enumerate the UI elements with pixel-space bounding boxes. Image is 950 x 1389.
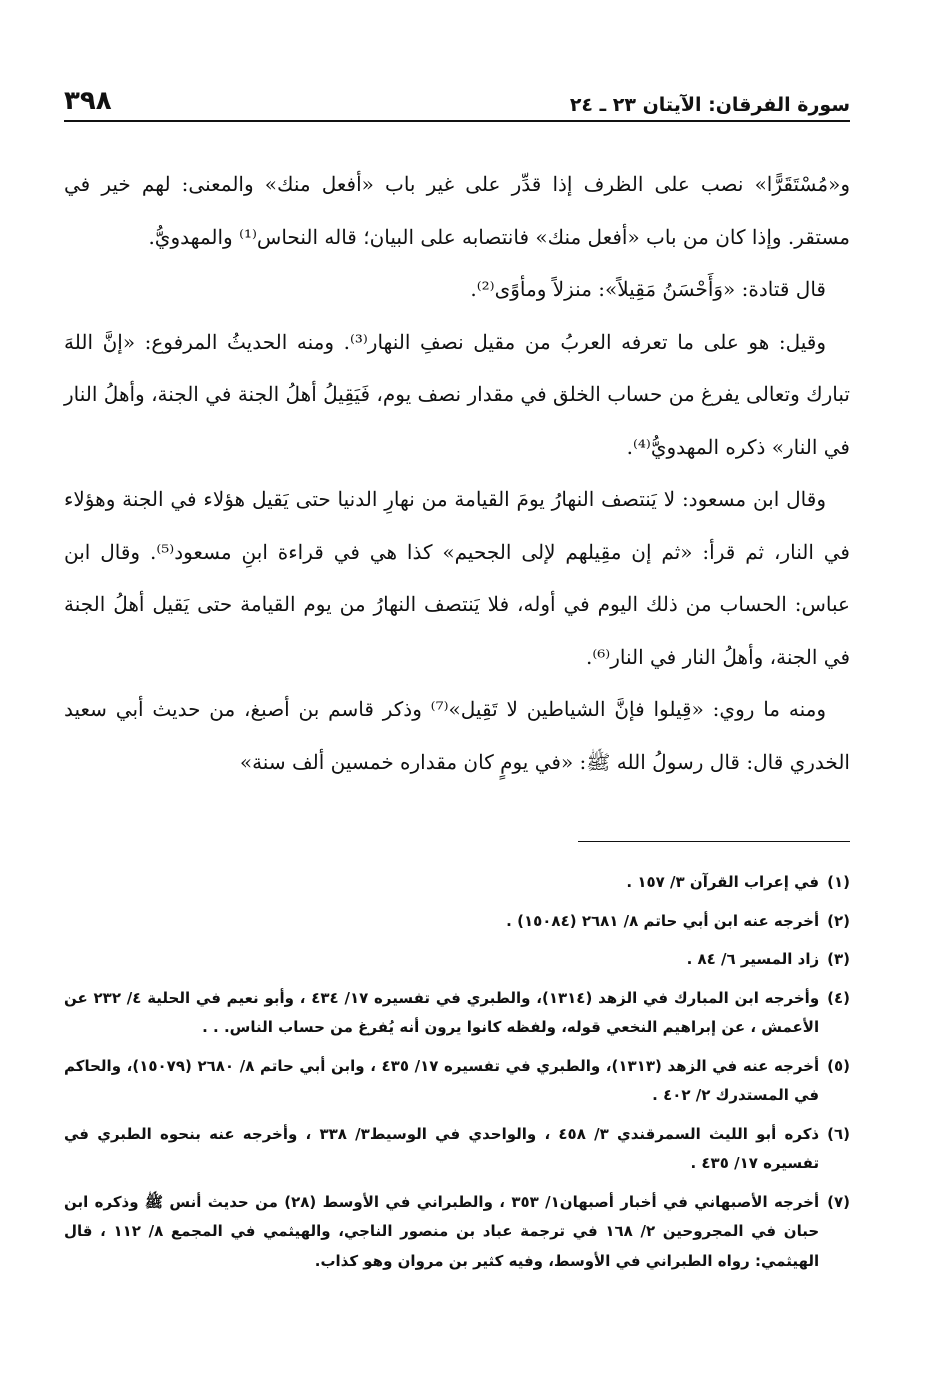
running-title: سورة الفرقان: الآيتان ٢٣ ـ ٢٤ [569,94,850,116]
footnote-number: (٥) [827,1056,850,1075]
footnote-number: (١) [827,873,850,891]
footnote-number: (٦) [827,1124,850,1143]
footnote [64,907,850,937]
footnote-text: في إعراب القرآن ٣/ ١٥٧ . [626,873,820,891]
footnote-text: زاد المسير ٦/ ٨٤ . [686,950,820,968]
page-number: ٣٩٨ [64,86,112,116]
footnote-number: (٣) [827,950,850,968]
footnote [64,1052,850,1111]
paragraph: وقال ابن مسعود: لا يَنتصف النهارُ يومَ القيامة من نهارِ الدنيا حتى يَقيل هؤلاء في الجنة وهؤلاء في النار، ثم قرأ: «ثم إن مقِيلهم لإلى الجحيم» كذا هي في قراءة ابنِ مسعود⁽⁵⁾. وقال ابن عباس: الحساب من ذلك اليوم في أوله، فلا يَنتصف النهارُ من يوم القيامة حتى يَقيل أهلُ الجنة في الجنة، وأهلُ النار في النار⁽⁶⁾. [64,487,850,669]
footnote-text: أخرجه عنه ابن أبي حاتم ٨/ ٢٦٨١ (١٥٠٨٤) . [506,911,820,930]
footnote-text: ذكره أبو الليث السمرقندي ٣/ ٤٥٨ ، والواحدي في الوسيط٣/ ٣٣٨ ، وأخرجه عنه بنحوه الطبري في تفسيره ١٧/ ٤٣٥ . [64,1124,820,1172]
paragraph: و«مُسْتَقَرًّا» نصب على الظرف إذا قدِّر على غير باب «أفعل منك» والمعنى: لهم خير في مستقر. وإذا كان من باب «أفعل منك» فانتصابه على البيان؛ قاله النحاس⁽¹⁾ والمهدويُّ. [64,172,850,249]
paragraph: ومنه ما روي: «قِيلوا فإنَّ الشياطين لا تَقِيل»⁽⁷⁾ وذكر قاسم بن أصبغ، من حديث أبي سعيد الخدري قال: قال رسولُ الله ﷺ: «في يومٍ كان مقداره خمسين ألف سنة» [64,697,850,774]
footnote-number: (٧) [827,1192,850,1211]
footnote-number: (٢) [827,911,850,930]
paragraph: قال قتادة: «وَأَحْسَنُ مَقِيلاً»: منزلاً ومأوًى⁽²⁾. [470,277,826,301]
footnote-separator [578,841,850,842]
footnote-text: وأخرجه ابن المبارك في الزهد (١٣١٤)، والطبري في تفسيره ١٧/ ٤٣٤ ، وأبو نعيم في الحلية ٤/ ٢٣٢ عن الأعمش ، عن إبراهيم النخعي قوله، ولفظه كانوا يرون أنه يُفرغ من حساب الناس. . . [64,988,820,1036]
footnote [64,868,850,898]
footnote [64,1120,850,1179]
footnote-text: أخرجه الأصبهاني في أخبار أصبهان١/ ٣٥٣ ، والطبراني في الأوسط (٢٨) من حديث أنس ﷺ وذكره ابن حبان في المجروحين ٢/ ١٦٨ في ترجمة عباد بن منصور الناجي، والهيثمي في المجمع ٨/ ١١٢ ، قال الهيثمي: رواه الطبراني في الأوسط، وفيه كثير بن مروان وهو كذاب. [64,1192,820,1270]
footnotes [64,868,850,1285]
footnote [64,1188,850,1277]
footnote [64,945,850,975]
page-header [64,80,850,122]
paragraph: وقيل: هو على ما تعرفه العربُ من مقيل نصفِ النهار⁽³⁾. ومنه الحديثُ المرفوع: «إنَّ اللهَ تبارك وتعالى يفرغ من حساب الخلق في مقدار نصف يوم، فَيَقِيلُ أهلُ الجنة في الجنة، وأهلُ النار في النار» ذكره المهدويُّ⁽⁴⁾. [64,329,850,459]
page-content [64,60,850,1350]
footnote-number: (٤) [827,988,850,1007]
main-text [64,158,850,788]
footnote-text: أخرجه عنه في الزهد (١٣١٣)، والطبري في تفسيره ١٧/ ٤٣٥ ، وابن أبي حاتم ٨/ ٢٦٨٠ (١٥٠٧٩)، والحاكم في المستدرك ٢/ ٤٠٢ . [64,1056,820,1104]
footnote [64,984,850,1043]
